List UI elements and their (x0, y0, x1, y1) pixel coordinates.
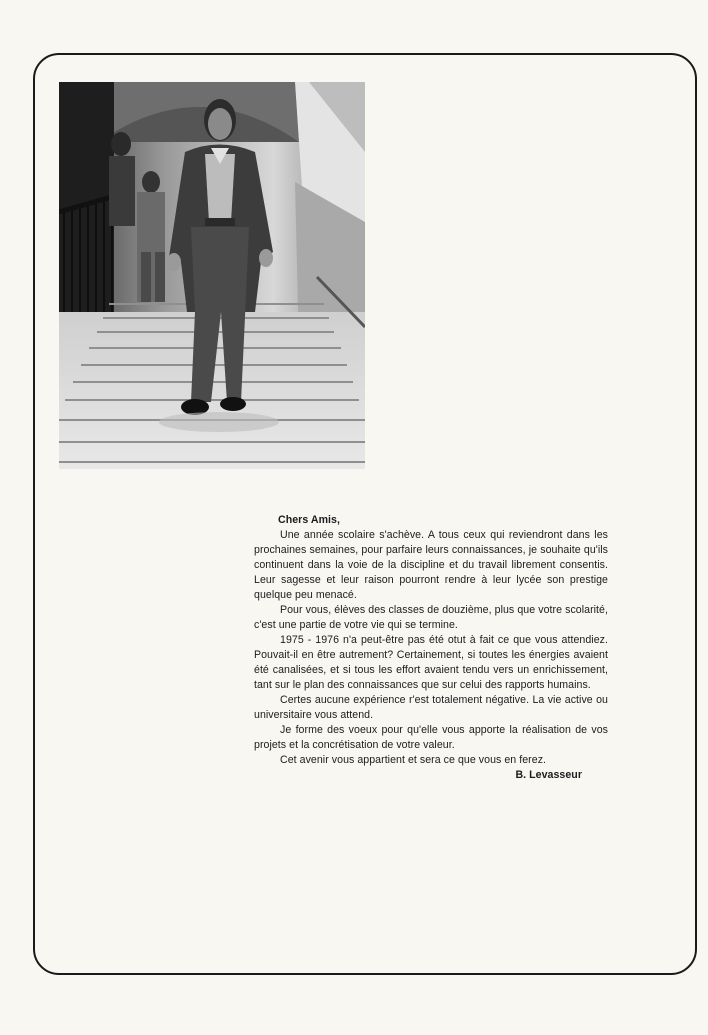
staircase-photo (59, 82, 365, 469)
letter-text (254, 513, 608, 783)
letter-greeting: Chers Amis, (278, 514, 340, 526)
letter-paragraph: Cet avenir vous appartient et sera ce que vous en ferez. (280, 754, 547, 766)
letter-signature: B. Levasseur (515, 769, 582, 781)
letter-paragraph: Pour vous, élèves des classes de douzième, plus que votre scolarité, c'est une partie de votre vie qui se termine. (254, 604, 608, 631)
letter-paragraph: 1975 - 1976 n'a peut-être pas été otut à fait ce que vous attendiez. Pouvait-il en être autrement? Certainement, si toutes les énergies avaient été canalisées, et si tous les effort avaient tendu vers un enrichissement, tant sur le plan des connaissances que sur celui des rapports humains. (254, 634, 608, 691)
letter-paragraph: Je forme des voeux pour qu'elle vous apporte la réalisation de vos projets et la concrétisation de votre valeur. (254, 724, 608, 751)
letter-paragraph: Une année scolaire s'achève. A tous ceux qui reviendront dans les prochaines semaines, pour parfaire leurs connaissances, je souhaite qu'ils continuent dans la voie de la discipline et du travail librement consentis. Leur sagesse et leur raison pourront rendre à leur lycée son prestige quelque peu menacé. (254, 529, 608, 601)
letter-paragraph: Certes aucune expérience r'est totalement négative. La vie active ou universitaire vous attend. (254, 694, 608, 721)
